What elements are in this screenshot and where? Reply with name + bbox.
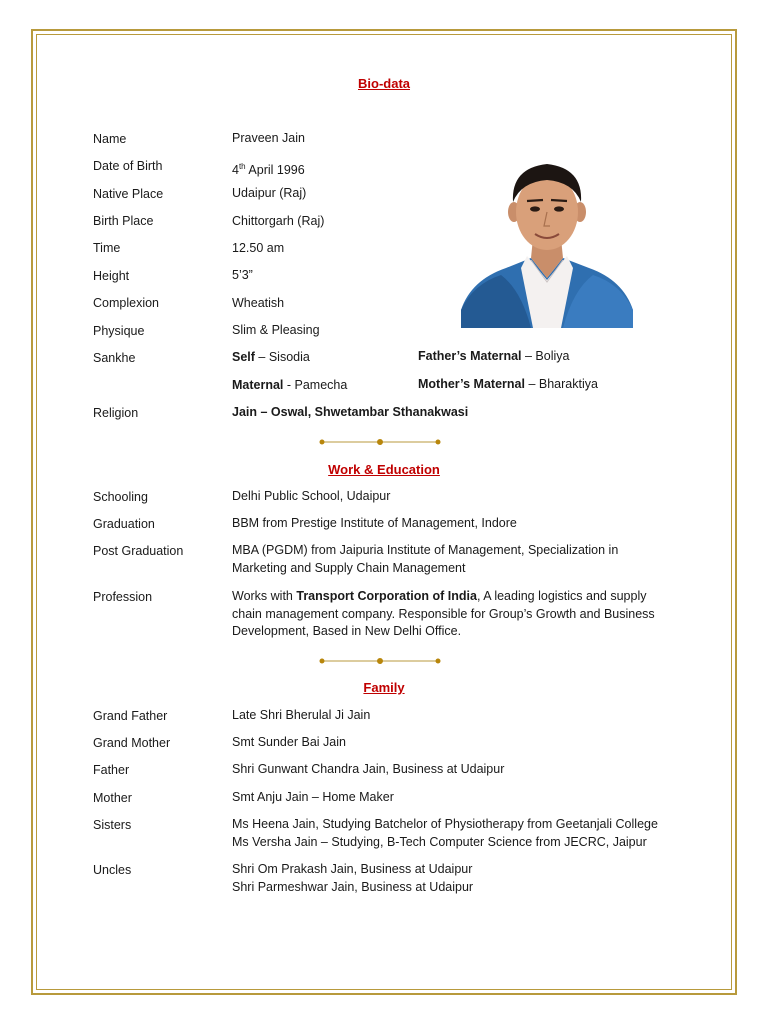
religion-label: Religion [93, 406, 139, 420]
profile-photo [461, 160, 633, 328]
complexion-value: Wheatish [232, 296, 285, 310]
religion-value: Jain – Oswal, Shwetambar Sthanakwasi [232, 405, 469, 419]
person-illustration [461, 160, 633, 328]
birth-place-label: Birth Place [93, 214, 154, 228]
schooling-value: Delhi Public School, Udaipur [232, 489, 391, 503]
post-graduation-label: Post Graduation [93, 544, 184, 558]
uncle-2: Shri Parmeshwar Jain, Business at Udaipur [232, 879, 474, 894]
fathers-maternal-value: – Boliya [521, 349, 570, 363]
post-graduation-line-1: MBA (PGDM) from Jaipuria Institute of Management, Specialization in [232, 543, 619, 557]
maternal-value: - Pamecha [283, 378, 348, 392]
grand-mother-label: Grand Mother [93, 736, 171, 750]
uncle-1: Shri Om Prakash Jain, Business at Udaipur [232, 862, 473, 876]
father-label: Father [93, 763, 130, 777]
family-heading: Family [363, 680, 405, 695]
mothers-maternal-value: – Bharaktiya [524, 377, 598, 391]
fathers-maternal-key: Father’s Maternal [418, 349, 522, 363]
profession-line-1 [232, 588, 655, 606]
sisters-value [232, 816, 658, 851]
height-label: Height [93, 269, 130, 283]
profession-line-3: Development, Based in New Delhi Office. [232, 624, 462, 638]
name-label: Name [93, 132, 127, 146]
sister-1: Ms Heena Jain, Studying Batchelor of Physiotherapy from Geetanjali College [232, 817, 658, 831]
grand-father-value: Late Shri Bherulal Ji Jain [232, 708, 371, 722]
complexion-label: Complexion [93, 296, 160, 310]
mothers-maternal-key: Mother’s Maternal [418, 377, 525, 391]
page-title: Bio-data [358, 76, 410, 91]
dob-value [232, 158, 305, 180]
sankhe-self-value: – Sisodia [254, 350, 310, 364]
time-value: 12.50 am [232, 241, 285, 255]
mother-value: Smt Anju Jain – Home Maker [232, 790, 394, 804]
sankhe-self-key: Self [232, 350, 255, 364]
ornamental-divider-1 [318, 437, 442, 447]
physique-label: Physique [93, 324, 145, 338]
sisters-label: Sisters [93, 818, 132, 832]
maternal-key: Maternal [232, 378, 284, 392]
grand-father-label: Grand Father [93, 709, 168, 723]
mother-label: Mother [93, 791, 132, 805]
post-graduation-line-2: Marketing and Supply Chain Management [232, 560, 466, 575]
graduation-value: BBM from Prestige Institute of Management, Indore [232, 516, 517, 530]
profession-pre: Works with [232, 589, 297, 603]
physique-value: Slim & Pleasing [232, 323, 320, 337]
profession-company: Transport Corporation of India [296, 589, 477, 603]
uncles-value [232, 861, 473, 896]
ornamental-divider-2 [318, 656, 442, 666]
dob-month-year: April 1996 [245, 163, 305, 178]
grand-mother-value: Smt Sunder Bai Jain [232, 735, 346, 749]
profession-line-1-rest: , A leading logistics and supply [476, 589, 647, 603]
uncles-label: Uncles [93, 863, 132, 877]
name-value: Praveen Jain [232, 131, 305, 145]
time-label: Time [93, 241, 121, 255]
profession-value [232, 588, 655, 641]
height-value: 5’3” [232, 268, 253, 282]
sankhe-mothers-maternal [418, 377, 598, 391]
graduation-label: Graduation [93, 517, 155, 531]
post-graduation-value [232, 542, 618, 577]
dob-suffix: th [238, 162, 246, 171]
sankhe-label: Sankhe [93, 351, 136, 365]
schooling-label: Schooling [93, 490, 148, 504]
profession-line-2: chain management company. Responsible for Group’s Growth and Business [232, 606, 655, 621]
birth-place-value: Chittorgarh (Raj) [232, 214, 325, 228]
sankhe-maternal [232, 377, 347, 395]
work-education-heading: Work & Education [328, 462, 440, 477]
native-place-value: Udaipur (Raj) [232, 186, 307, 200]
profession-label: Profession [93, 590, 153, 604]
sankhe-fathers-maternal [418, 349, 569, 363]
dob-label: Date of Birth [93, 159, 163, 173]
father-value: Shri Gunwant Chandra Jain, Business at Udaipur [232, 762, 505, 776]
dob-day: 4 [232, 163, 239, 178]
sister-2: Ms Versha Jain – Studying, B-Tech Computer Science from JECRC, Jaipur [232, 834, 647, 849]
native-place-label: Native Place [93, 187, 164, 201]
sankhe-self [232, 349, 310, 367]
